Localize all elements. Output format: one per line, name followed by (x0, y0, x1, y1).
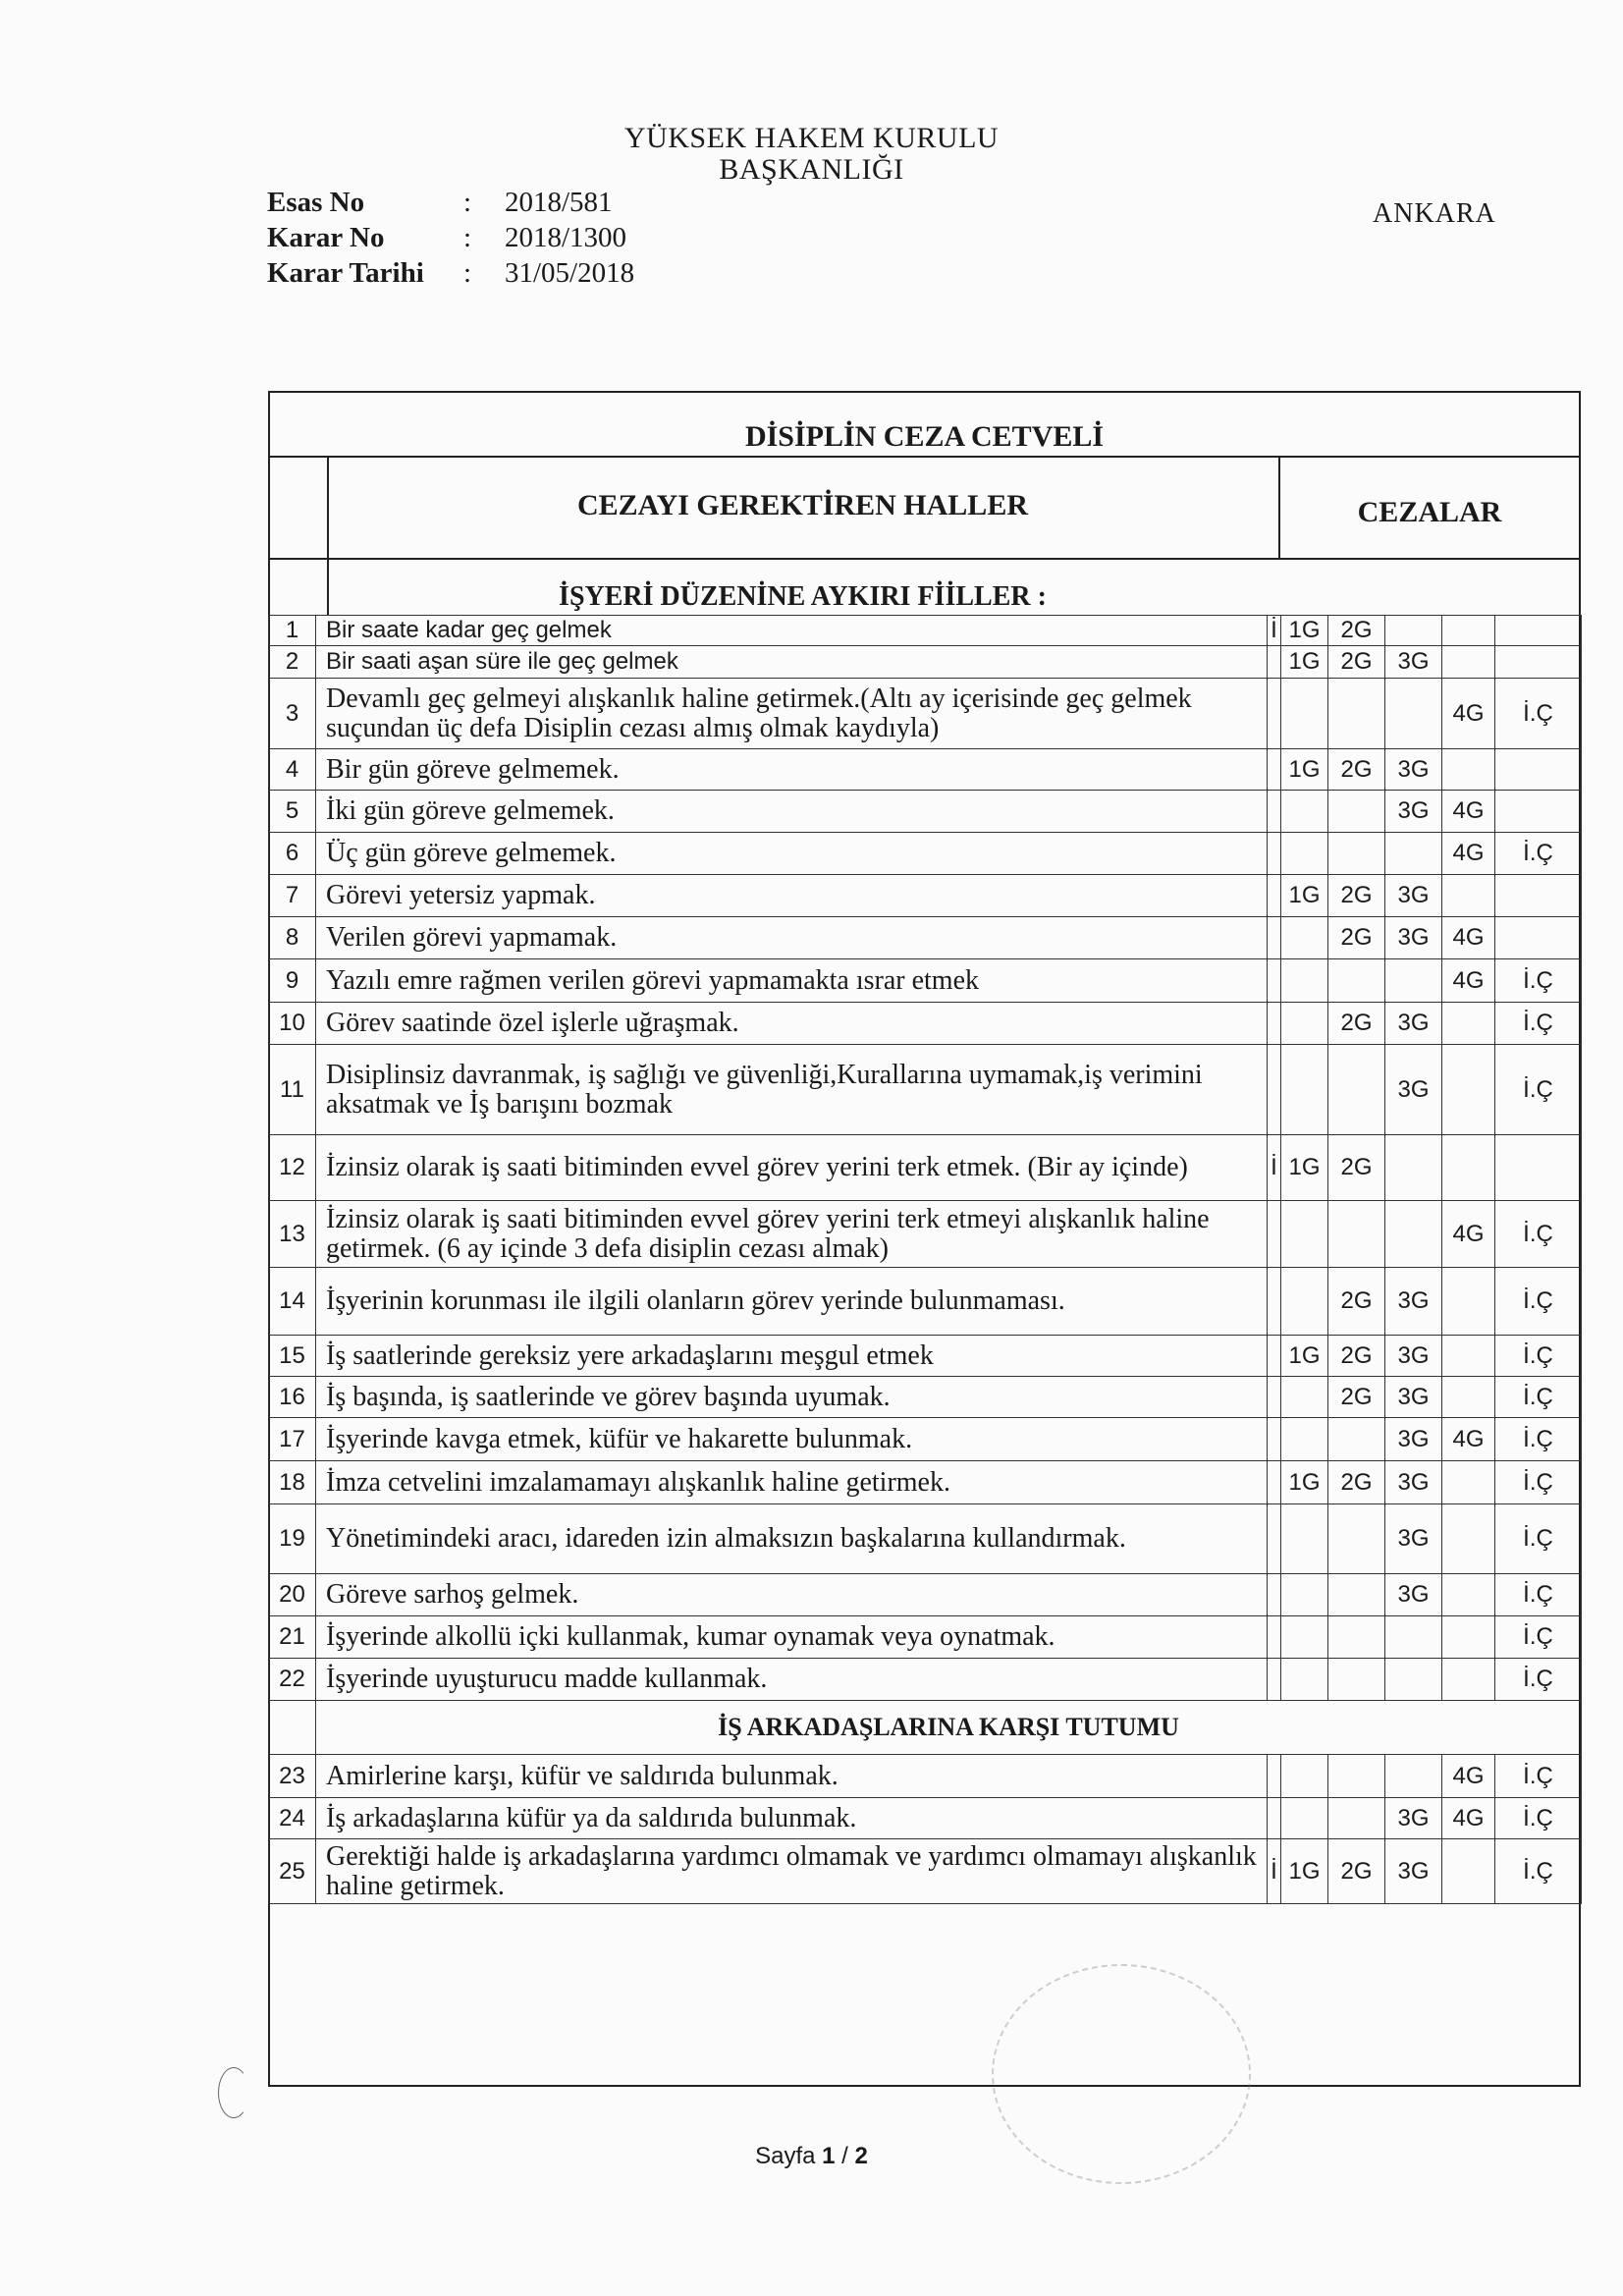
table-row (269, 1798, 1582, 1839)
penalty-cell: İ.Ç (1495, 1616, 1582, 1659)
penalty-cell (1442, 875, 1495, 917)
penalty-cell (1442, 1336, 1495, 1377)
row-description: İmza cetvelini imzalamamayı alışkanlık haline getirmek. (316, 1461, 1268, 1504)
table-row (269, 1659, 1582, 1701)
table-row (269, 1755, 1582, 1798)
penalty-cell (1281, 1268, 1328, 1336)
row-number: 25 (269, 1839, 316, 1904)
row-number: 13 (269, 1201, 316, 1268)
penalty-cell: İ.Ç (1495, 833, 1582, 875)
penalty-cell (1268, 1003, 1281, 1045)
penalty-cell (1268, 1659, 1281, 1701)
penalty-cell: İ.Ç (1495, 1798, 1582, 1839)
meta-row-karar (267, 220, 634, 255)
penalty-cell: İ.Ç (1495, 679, 1582, 749)
row-description: Görev saatinde özel işlerle uğraşmak. (316, 1003, 1268, 1045)
row-number: 9 (269, 959, 316, 1003)
row-description: Üç gün göreve gelmemek. (316, 833, 1268, 875)
penalty-cell: 2G (1328, 1377, 1385, 1418)
row-description: Amirlerine karşı, küfür ve saldırıda bulunmak. (316, 1755, 1268, 1798)
penalty-cell: 3G (1385, 749, 1442, 791)
meta-row-esas (267, 185, 634, 220)
penalty-cell (1385, 959, 1442, 1003)
penalty-cell (1442, 616, 1495, 646)
table-row (269, 749, 1582, 791)
penalty-cell: İ.Ç (1495, 1377, 1582, 1418)
penalty-cell: 3G (1385, 1461, 1442, 1504)
penalty-cell: 2G (1328, 875, 1385, 917)
meta-sep: : (463, 257, 472, 289)
penalty-cell (1268, 1268, 1281, 1336)
penalty-cell (1328, 1201, 1385, 1268)
penalty-cell (1268, 791, 1281, 833)
penalty-cell: 2G (1328, 749, 1385, 791)
penalty-cell: 4G (1442, 679, 1495, 749)
row-number: 22 (269, 1659, 316, 1701)
penalty-cell: 3G (1385, 1268, 1442, 1336)
table-row (269, 1418, 1582, 1461)
penalty-cell (1385, 1755, 1442, 1798)
penalty-cell (1268, 1798, 1281, 1839)
penalty-cell (1281, 1418, 1328, 1461)
penalty-cell (1385, 1616, 1442, 1659)
row-number: 20 (269, 1574, 316, 1616)
penalty-cell (1281, 1003, 1328, 1045)
penalty-cell (1281, 1201, 1328, 1268)
footer-page: 1 (822, 2143, 836, 2169)
penalty-cell (1268, 1201, 1281, 1268)
penalty-cell (1495, 791, 1582, 833)
row-number: 23 (269, 1755, 316, 1798)
penalty-cell (1442, 1377, 1495, 1418)
penalty-cell (1495, 616, 1582, 646)
penalty-cell: 3G (1385, 1839, 1442, 1904)
penalty-cell: 3G (1385, 1336, 1442, 1377)
penalty-cell (1328, 1418, 1385, 1461)
table-row (269, 791, 1582, 833)
penalty-cell (1281, 1798, 1328, 1839)
penalty-cell (1268, 646, 1281, 679)
penalty-cell: İ.Ç (1495, 1201, 1582, 1268)
penalty-cell (1281, 1377, 1328, 1418)
penalty-cell: 1G (1281, 1839, 1328, 1904)
penalty-cell (1328, 833, 1385, 875)
meta-value: 2018/581 (505, 187, 613, 218)
penalty-cell (1281, 1659, 1328, 1701)
penalty-cell (1268, 1461, 1281, 1504)
row-description: İş başında, iş saatlerinde ve görev başında uyumak. (316, 1377, 1268, 1418)
penalty-cell: 1G (1281, 1461, 1328, 1504)
table-row (269, 1135, 1582, 1201)
penalty-cell: 1G (1281, 1135, 1328, 1201)
penalty-cell: 4G (1442, 833, 1495, 875)
penalty-cell (1495, 646, 1582, 679)
row-number: 11 (269, 1045, 316, 1135)
penalty-cell: 4G (1442, 791, 1495, 833)
decision-metadata (267, 185, 634, 291)
meta-value: 31/05/2018 (505, 257, 635, 289)
meta-row-tarih (267, 255, 634, 291)
row-description: Devamlı geç gelmeyi alışkanlık haline getirmek.(Altı ay içerisinde geç gelmek suçundan üç defa Disiplin cezası almış olmak kaydıyla) (316, 679, 1268, 749)
penalty-cell: 3G (1385, 917, 1442, 959)
row-number: 10 (269, 1003, 316, 1045)
penalty-cell (1328, 1504, 1385, 1574)
row-description: İki gün göreve gelmemek. (316, 791, 1268, 833)
row-description: İşyerinde alkollü içki kullanmak, kumar oynamak veya oynatmak. (316, 1616, 1268, 1659)
penalty-cell: İ.Ç (1495, 1336, 1582, 1377)
table-row (269, 1045, 1582, 1135)
penalty-cell (1281, 917, 1328, 959)
penalty-cell (1442, 1461, 1495, 1504)
org-name-line2: BAŞKANLIĞI (719, 153, 904, 186)
row-number: 16 (269, 1377, 316, 1418)
row-description: Görevi yetersiz yapmak. (316, 875, 1268, 917)
penalty-cell (1268, 1574, 1281, 1616)
penalty-cell: 4G (1442, 1755, 1495, 1798)
row-number: 19 (269, 1504, 316, 1574)
penalty-cell: İ.Ç (1495, 1574, 1582, 1616)
row-number: 12 (269, 1135, 316, 1201)
penalty-cell (1281, 833, 1328, 875)
penalty-cell (1281, 1616, 1328, 1659)
penalty-cell: İ.Ç (1495, 1461, 1582, 1504)
penalty-cell (1328, 1574, 1385, 1616)
penalty-cell: 1G (1281, 646, 1328, 679)
penalty-cell (1268, 1418, 1281, 1461)
penalty-cell (1268, 679, 1281, 749)
penalty-cell (1385, 1659, 1442, 1701)
penalty-cell (1385, 1135, 1442, 1201)
penalty-cell: 3G (1385, 875, 1442, 917)
table-row (269, 833, 1582, 875)
penalty-cell: 1G (1281, 749, 1328, 791)
meta-value: 2018/1300 (505, 222, 627, 253)
penalty-cell (1328, 791, 1385, 833)
penalty-cell: 3G (1385, 1045, 1442, 1135)
row-number: 21 (269, 1616, 316, 1659)
org-name-line1: YÜKSEK HAKEM KURULU (623, 122, 1000, 154)
penalty-cell: İ (1268, 1839, 1281, 1904)
penalty-cell: 3G (1385, 1504, 1442, 1574)
row-number: 7 (269, 875, 316, 917)
penalty-cell: İ.Ç (1495, 1418, 1582, 1461)
penalty-cell (1268, 833, 1281, 875)
row-number: 3 (269, 679, 316, 749)
section-num-cell (269, 1701, 316, 1755)
footer-total: 2 (854, 2143, 868, 2169)
row-description: İş saatlerinde gereksiz yere arkadaşlarını meşgul etmek (316, 1336, 1268, 1377)
table-title: DİSİPLİN CEZA CETVELİ (744, 420, 1105, 453)
section-title-workplace: İŞYERİ DÜZENİNE AYKIRI FİİLLER : (559, 581, 1047, 612)
penalty-cell: 1G (1281, 875, 1328, 917)
header-divider (268, 558, 1581, 560)
penalty-cell: 2G (1328, 1336, 1385, 1377)
row-number: 14 (269, 1268, 316, 1336)
row-description: İzinsiz olarak iş saati bitiminden evvel görev yerini terk etmek. (Bir ay içinde) (316, 1135, 1268, 1201)
row-description: İşyerinde uyuşturucu madde kullanmak. (316, 1659, 1268, 1701)
table-row (269, 1377, 1582, 1418)
penalty-cell: İ.Ç (1495, 1268, 1582, 1336)
penalty-cell: 3G (1385, 646, 1442, 679)
penalty-cell: 3G (1385, 1418, 1442, 1461)
penalty-cell (1281, 1045, 1328, 1135)
penalty-cell (1495, 1135, 1582, 1201)
row-description: Gerektiği halde iş arkadaşlarına yardımcı olmamak ve yardımcı olmamayı alışkanlık haline getirmek. (316, 1839, 1268, 1904)
penalty-cell: 2G (1328, 646, 1385, 679)
table-row (269, 1574, 1582, 1616)
penalty-cell (1495, 749, 1582, 791)
penalty-cell (1268, 1755, 1281, 1798)
penalty-cell (1495, 917, 1582, 959)
penalty-cell: 3G (1385, 1377, 1442, 1418)
table-row (269, 616, 1582, 646)
row-number: 15 (269, 1336, 316, 1377)
row-description: İş arkadaşlarına küfür ya da saldırıda bulunmak. (316, 1798, 1268, 1839)
penalty-cell (1268, 1336, 1281, 1377)
penalty-cell (1385, 833, 1442, 875)
row-description: Bir gün göreve gelmemek. (316, 749, 1268, 791)
penalty-cell: İ.Ç (1495, 1839, 1582, 1904)
penalty-table (268, 615, 1582, 1904)
table-row (269, 1268, 1582, 1336)
penalty-cell (1328, 1045, 1385, 1135)
penalty-cell (1442, 1574, 1495, 1616)
table-row (269, 917, 1582, 959)
footer-prefix: Sayfa (755, 2143, 823, 2169)
penalty-cell (1328, 959, 1385, 1003)
table-row (269, 959, 1582, 1003)
penalty-cell (1385, 1201, 1442, 1268)
table-row (269, 1003, 1582, 1045)
penalty-cell (1281, 1504, 1328, 1574)
row-number: 4 (269, 749, 316, 791)
penalty-cell (1328, 679, 1385, 749)
row-description: Yönetimindeki aracı, idareden izin almaksızın başkalarına kullandırmak. (316, 1504, 1268, 1574)
row-description: Yazılı emre rağmen verilen görevi yapmamakta ısrar etmek (316, 959, 1268, 1003)
penalty-cell: 3G (1385, 1798, 1442, 1839)
row-number: 18 (269, 1461, 316, 1504)
penalty-cell: 3G (1385, 1574, 1442, 1616)
penalty-cell (1281, 791, 1328, 833)
penalty-cell: İ.Ç (1495, 959, 1582, 1003)
penalty-cell: İ (1268, 1135, 1281, 1201)
penalty-cell: İ.Ç (1495, 1755, 1582, 1798)
footer-sep: / (835, 2143, 855, 2169)
penalty-cell: 4G (1442, 1201, 1495, 1268)
row-description: İşyerinin korunması ile ilgili olanların görev yerinde bulunmaması. (316, 1268, 1268, 1336)
penalty-cell (1442, 1504, 1495, 1574)
penalty-cell (1495, 875, 1582, 917)
penalty-cell: 2G (1328, 917, 1385, 959)
penalty-cell (1328, 1755, 1385, 1798)
penalty-cell: 3G (1385, 1003, 1442, 1045)
penalty-cell (1442, 749, 1495, 791)
table-row (269, 646, 1582, 679)
penalty-cell (1268, 1045, 1281, 1135)
penalty-cell (1442, 1839, 1495, 1904)
penalty-cell: 4G (1442, 1798, 1495, 1839)
row-number: 8 (269, 917, 316, 959)
penalty-cell (1442, 1135, 1495, 1201)
table-row (269, 1504, 1582, 1574)
table-row (269, 1461, 1582, 1504)
row-description: İşyerinde kavga etmek, küfür ve hakarette bulunmak. (316, 1418, 1268, 1461)
penalty-cell: 2G (1328, 1461, 1385, 1504)
meta-sep: : (463, 187, 472, 218)
row-number: 24 (269, 1798, 316, 1839)
penalty-cell (1328, 1616, 1385, 1659)
row-description: Göreve sarhoş gelmek. (316, 1574, 1268, 1616)
penalty-cell: 4G (1442, 1418, 1495, 1461)
penalty-cell: 2G (1328, 1135, 1385, 1201)
row-number: 1 (269, 616, 316, 646)
penalty-cell (1268, 1504, 1281, 1574)
penalty-cell: İ (1268, 616, 1281, 646)
table-row (269, 1201, 1582, 1268)
penalty-cell: İ.Ç (1495, 1659, 1582, 1701)
penalty-cell (1442, 646, 1495, 679)
penalty-cell (1442, 1268, 1495, 1336)
penalty-cell: İ.Ç (1495, 1003, 1582, 1045)
row-number: 2 (269, 646, 316, 679)
penalty-cell (1385, 616, 1442, 646)
penalty-cell: 2G (1328, 1003, 1385, 1045)
section-row (269, 1701, 1582, 1755)
penalty-cell (1268, 959, 1281, 1003)
penalty-cell (1268, 1616, 1281, 1659)
meta-key: Esas No (267, 187, 365, 218)
table-row (269, 679, 1582, 749)
penalty-cell: 4G (1442, 959, 1495, 1003)
penalty-cell: İ.Ç (1495, 1504, 1582, 1574)
row-number: 5 (269, 791, 316, 833)
column-header-penalties: CEZALAR (1357, 496, 1502, 528)
row-description: Bir saati aşan süre ile geç gelmek (316, 646, 1268, 679)
table-row (269, 875, 1582, 917)
row-description: Bir saate kadar geç gelmek (316, 616, 1268, 646)
title-divider (268, 456, 1581, 458)
penalty-cell (1268, 917, 1281, 959)
penalty-cell (1281, 1755, 1328, 1798)
table-row (269, 1616, 1582, 1659)
penalty-cell (1328, 1659, 1385, 1701)
row-description: Verilen görevi yapmamak. (316, 917, 1268, 959)
row-number: 17 (269, 1418, 316, 1461)
penalty-cell (1442, 1616, 1495, 1659)
row-number: 6 (269, 833, 316, 875)
penalty-cell (1442, 1003, 1495, 1045)
penalty-cell (1442, 1659, 1495, 1701)
penalty-cell: 3G (1385, 791, 1442, 833)
penalty-cell: 2G (1328, 1839, 1385, 1904)
row-description: Disiplinsiz davranmak, iş sağlığı ve güvenliği,Kurallarına uymamak,iş verimini aksatmak ve İş barışını bozmak (316, 1045, 1268, 1135)
section-title-colleagues: İŞ ARKADAŞLARINA KARŞI TUTUMU (316, 1701, 1582, 1755)
meta-key: Karar No (267, 222, 385, 253)
page-footer (0, 2143, 1623, 2170)
penalty-cell (1281, 959, 1328, 1003)
penalty-cell (1268, 749, 1281, 791)
penalty-cell: 1G (1281, 616, 1328, 646)
penalty-cell: İ.Ç (1495, 1045, 1582, 1135)
penalty-cell (1385, 679, 1442, 749)
row-description: İzinsiz olarak iş saati bitiminden evvel görev yerini terk etmeyi alışkanlık haline getirmek. (6 ay içinde 3 defa disiplin cezası almak) (316, 1201, 1268, 1268)
penalty-cell (1281, 679, 1328, 749)
table-row (269, 1839, 1582, 1904)
penalty-cell: 4G (1442, 917, 1495, 959)
penalty-cell (1268, 875, 1281, 917)
column-header-situations: CEZAYI GEREKTİREN HALLER (576, 489, 1028, 521)
penalty-cell: 2G (1328, 616, 1385, 646)
meta-key: Karar Tarihi (267, 257, 424, 289)
table-row (269, 1336, 1582, 1377)
penalty-cell: 1G (1281, 1336, 1328, 1377)
penalty-cell (1281, 1574, 1328, 1616)
penalty-cell (1442, 1045, 1495, 1135)
penalty-cell (1328, 1798, 1385, 1839)
penalty-cell: 2G (1328, 1268, 1385, 1336)
city-label: ANKARA (1373, 198, 1496, 229)
handwritten-mark (218, 2067, 249, 2118)
penalty-cell (1268, 1377, 1281, 1418)
meta-sep: : (463, 222, 472, 253)
